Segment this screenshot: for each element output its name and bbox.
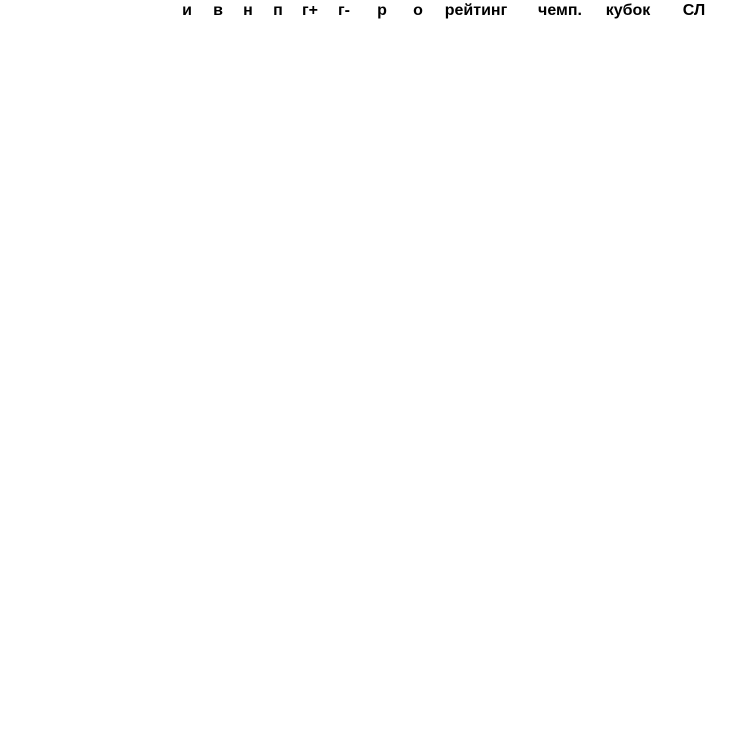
header-championship: чемп. [538,2,582,19]
header-goal-diff: р [377,2,387,19]
header-points: о [413,2,423,19]
header-losses: п [273,2,283,19]
header-draws: н [243,2,253,19]
column-header-row [0,0,730,22]
header-games: и [182,2,192,19]
header-goals-against: г- [338,2,350,19]
header-goals-for: г+ [301,2,318,19]
header-wins: в [213,2,223,19]
header-cup: кубок [605,2,651,19]
header-league: СЛ [682,2,706,19]
header-rating: рейтинг [444,2,508,19]
